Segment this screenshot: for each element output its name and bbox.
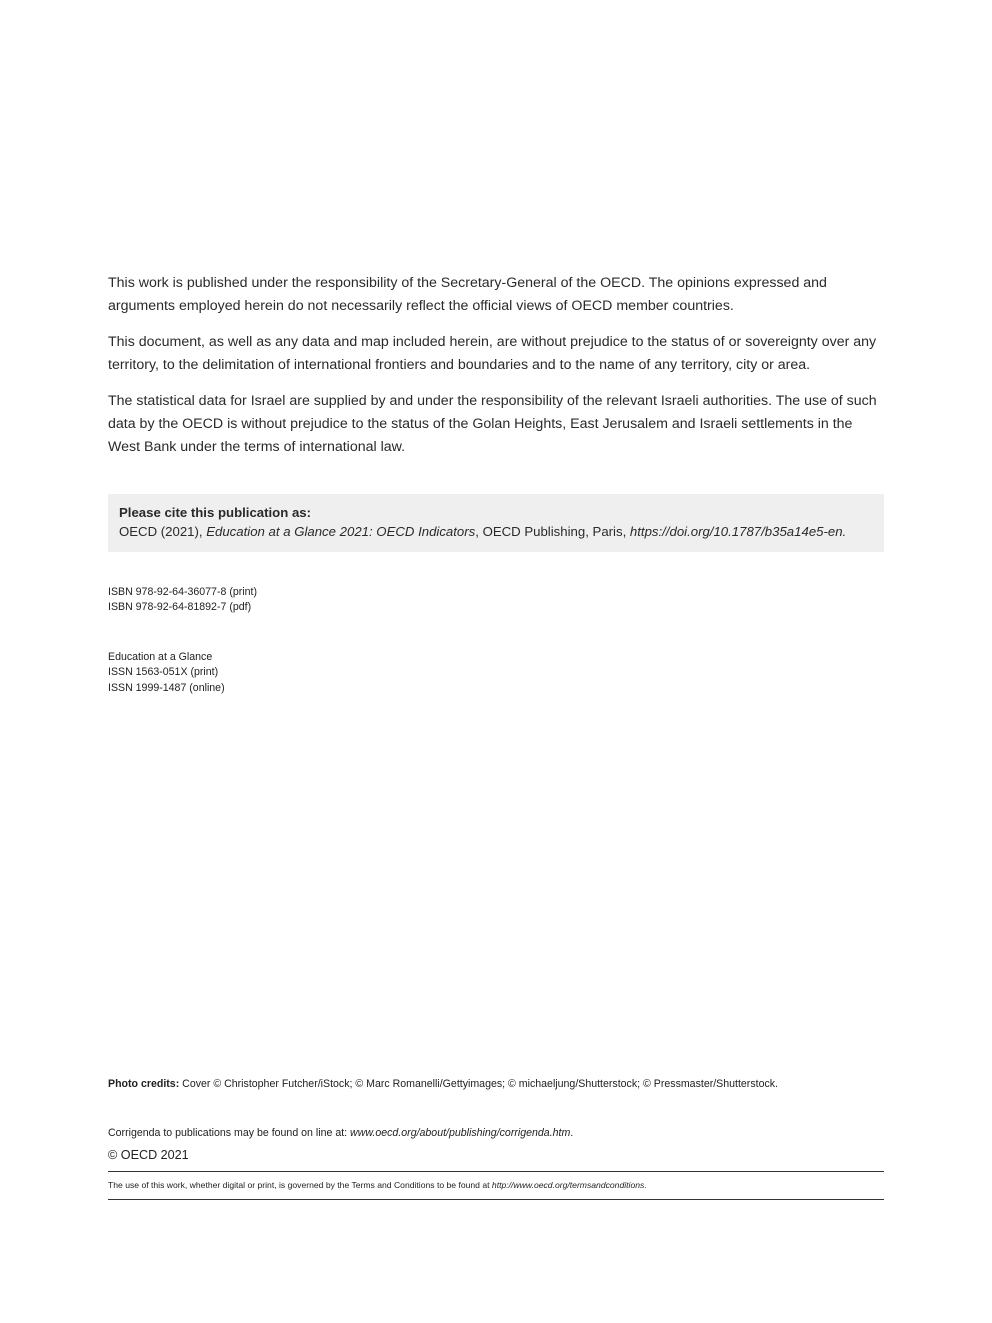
- photo-credits: [108, 1078, 778, 1090]
- isbn-pdf: ISBN 978-92-64-81892-7 (pdf): [108, 601, 252, 614]
- citation-text: [119, 524, 846, 539]
- corrigenda-note: [108, 1127, 573, 1139]
- isbn-block: [108, 585, 257, 616]
- terms-note: [108, 1180, 647, 1190]
- corrigenda-text: Corrigenda to publications may be found on line at:: [108, 1127, 351, 1139]
- disclaimer-responsibility: This work is published under the responsibility of the Secretary-General of the OECD. The opinions expressed and arguments employed herein do not necessarily reflect the official views of OECD member countries.: [108, 275, 827, 314]
- citation-suffix: .: [842, 524, 847, 539]
- series-block: [108, 650, 225, 696]
- terms-link[interactable]: http://www.oecd.org/termsandconditions: [491, 1180, 645, 1190]
- citation-heading: Please cite this publication as:: [119, 505, 312, 520]
- citation-box: [108, 494, 884, 552]
- series-name: Education at a Glance: [108, 651, 213, 663]
- corrigenda-link[interactable]: www.oecd.org/about/publishing/corrigenda.htm: [350, 1127, 571, 1139]
- citation-prefix: OECD (2021),: [119, 524, 207, 539]
- isbn-print: ISBN 978-92-64-36077-8 (print): [108, 586, 257, 598]
- citation-title: Education at a Glance 2021: OECD Indicators: [206, 524, 476, 539]
- copyright-notice: © OECD 2021: [108, 1148, 189, 1162]
- terms-text: The use of this work, whether digital or print, is governed by the Terms and Conditions to be found at: [108, 1180, 492, 1190]
- corrigenda-suffix: .: [570, 1127, 574, 1139]
- citation-publisher: , OECD Publishing, Paris,: [475, 524, 630, 539]
- divider-top: [108, 1171, 884, 1172]
- issn-online: ISSN 1999-1487 (online): [108, 681, 225, 694]
- issn-print: ISSN 1563-051X (print): [108, 666, 219, 679]
- divider-bottom: [108, 1199, 884, 1200]
- terms-suffix: .: [644, 1180, 647, 1190]
- disclaimer-territory: This document, as well as any data and map included herein, are without prejudice to the status of or sovereignty over any territory, to the delimitation of international frontiers and boundaries and to the name of any territory, city or area.: [108, 334, 877, 373]
- disclaimer-israel: The statistical data for Israel are supplied by and under the responsibility of the relevant Israeli authorities. The use of such data by the OECD is without prejudice to the status of the Golan Heights, East Jerusalem and Israeli settlements in the West Bank under the terms of international law.: [108, 393, 877, 455]
- disclaimer-section: [108, 272, 885, 472]
- citation-doi-link[interactable]: https://doi.org/10.1787/b35a14e5-en: [629, 524, 843, 539]
- photo-credits-label: Photo credits:: [108, 1078, 180, 1090]
- photo-credits-text: Cover © Christopher Futcher/iStock; © Marc Romanelli/Gettyimages; © michaeljung/Shutterstock; © Pressmaster/Shutterstock.: [179, 1078, 779, 1090]
